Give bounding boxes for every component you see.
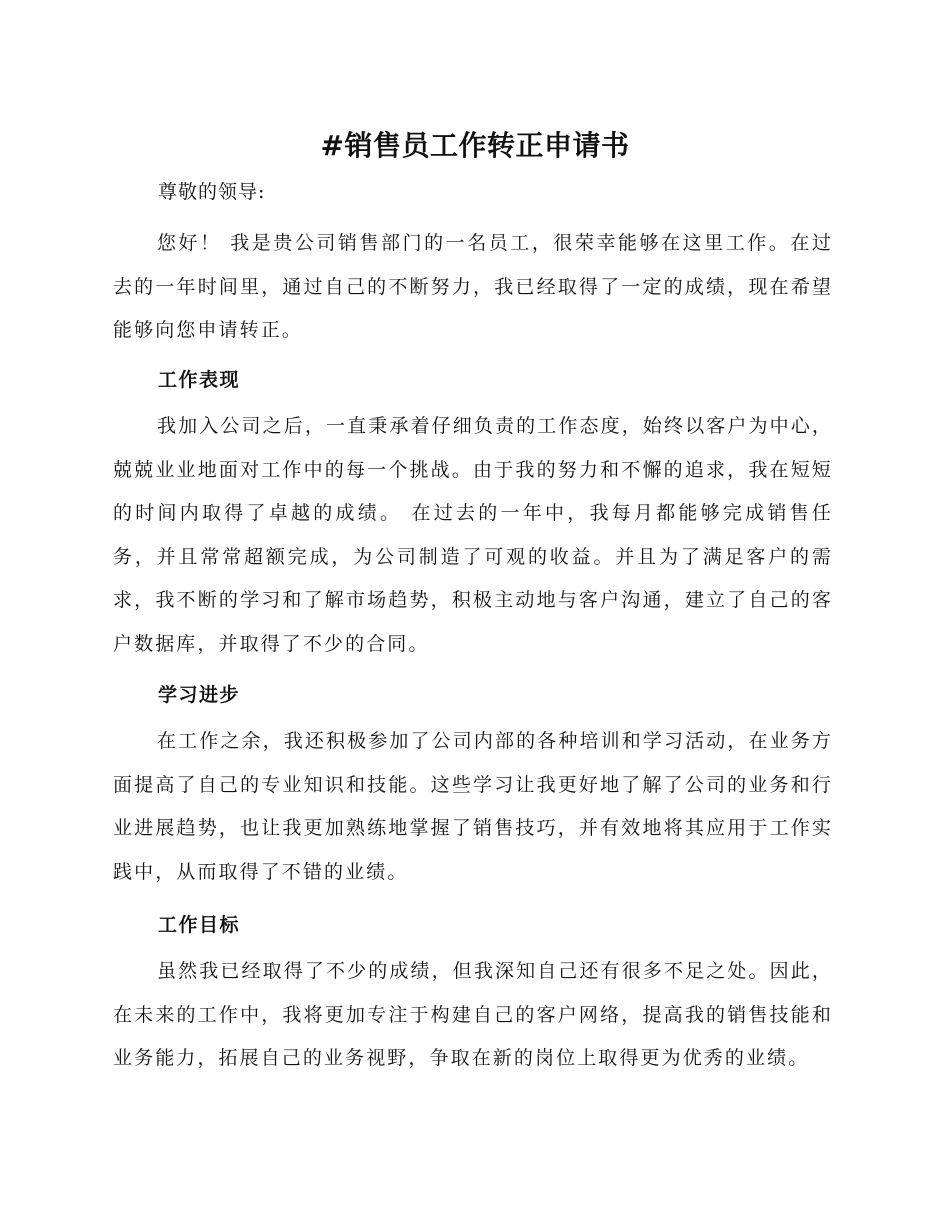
section-body-learning: 在工作之余，我还积极参加了公司内部的各种培训和学习活动，在业务方面提高了自己的专业知识和技能。这些学习让我更好地了解了公司的业务和行业进展趋势，也让我更加熟练地掌握了销售技巧，并有效地将其应用于工作实践中，从而取得了不错的业绩。 <box>113 730 833 883</box>
section-body-goals: 虽然我已经取得了不少的成绩，但我深知自己还有很多不足之处。因此，在未来的工作中，我将更加专注于构建自己的客户网络，提高我的销售技能和业务能力，拓展自己的业务视野，争取在新的岗位上取得更为优秀的业绩。 <box>113 960 833 1069</box>
section-heading-goals: 工作目标 <box>158 914 241 936</box>
section-heading-performance: 工作表现 <box>158 369 241 391</box>
intro-paragraph: 您好！ 我是贵公司销售部门的一名员工，很荣幸能够在这里工作。在过去的一年时间里，通过自己的不断努力，我已经取得了一定的成绩，现在希望能够向您申请转正。 <box>113 232 833 341</box>
section-heading-learning: 学习进步 <box>158 684 241 706</box>
document-title: #销售员工作转正申请书 <box>320 129 630 162</box>
greeting: 尊敬的领导: <box>158 181 266 203</box>
section-body-performance: 我加入公司之后，一直秉承着仔细负责的工作态度，始终以客户为中心，兢兢业业地面对工作中的每一个挑战。由于我的努力和不懈的追求，我在短短的时间内取得了卓越的成绩。 在过去的一年中，我每月都能够完成销售任务，并且常常超额完成，为公司制造了可观的收益。并且为了满足客户的需求，我不断的学习和了解市场趋势，积极主动地与客户沟通，建立了自己的客户数据库，并取得了不少的合同。 <box>113 415 833 655</box>
